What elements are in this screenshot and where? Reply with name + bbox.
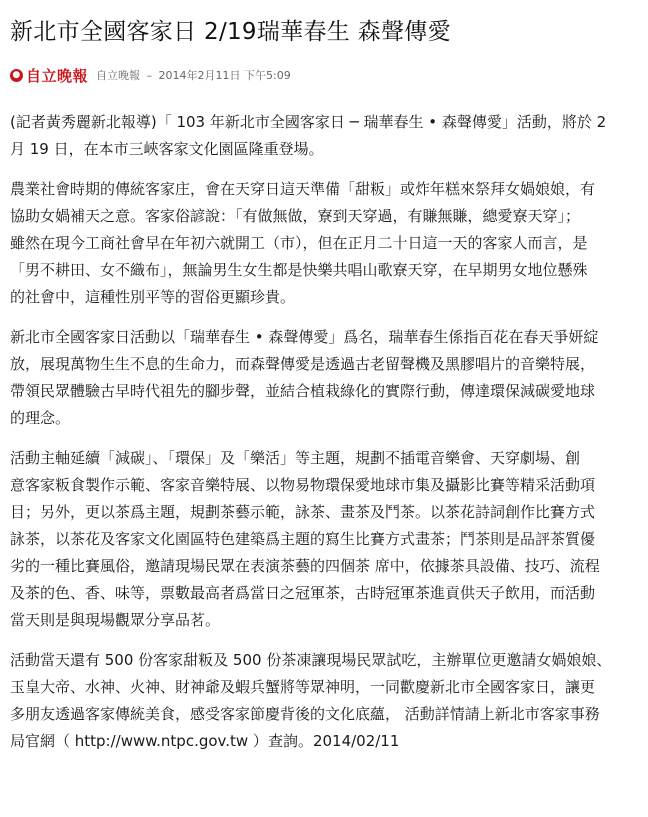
paragraph-line: 意客家粄食製作示範、客家音樂特展、以物易物環保愛地球市集及攝影比賽等精采活動項 [10,476,596,494]
paragraph-line: 放，展現萬物生生不息的生命力，而森聲傳愛是透過古老留聲機及黑膠唱片的音樂特展， [10,355,596,373]
paragraph-line: 多朋友透過客家傳統美食，感受客家節慶背後的文化底蘊， 活動詳情請上新北市客家事務 [10,705,600,723]
source-name[interactable]: 自立晚報 [96,69,141,82]
paragraph-line: 目；另外，更以茶爲主題，規劃茶藝示範，詠茶、畫茶及鬥茶。以茶花詩詞創作比賽方式 [10,503,596,521]
paragraph-line: 的社會中，這種性別平等的習俗更顯珍貴。 [10,288,296,306]
article-paragraph [10,109,636,163]
article-byline [10,66,636,84]
paragraph-line: 月 19 日，在本市三峽客家文化園區隆重登場。 [10,140,324,158]
paragraph-line: 詠茶，以茶花及客家文化園區特色建築爲主題的寫生比賽方式畫茶；鬥茶則是品評茶質優 [10,530,596,548]
article-paragraph [10,176,636,311]
source-logo[interactable] [10,65,88,86]
article-headline: 新北市全國客家日 2/19瑞華春生 森聲傳愛 [10,19,451,45]
paragraph-line: 劣的一種比賽風俗，邀請現場民眾在表演茶藝的四個茶 席中，依據茶具設備、技巧、流程 [10,557,600,575]
source-logo-mark-icon: ● [10,69,23,82]
paragraph-line: 活動主軸延續「減碳」、「環保」及「樂活」等主題，規劃不插電音樂會、天穿劇場、創 [10,449,581,467]
paragraph-line: 當天則是與現場觀眾分享品茗。 [10,611,221,629]
article-paragraph [10,647,636,755]
paragraph-line: 局官網（ http://www.ntpc.gov.tw ）查詢。2014/02/11 [10,732,400,750]
paragraph-line: 的理念。 [10,409,71,427]
paragraph-line: 新北市全國客家日活動以「瑞華春生 • 森聲傳愛」爲名，瑞華春生係指百花在春天爭妍綻 [10,328,599,346]
paragraph-line: 「男不耕田、女不織布」，無論男生女生都是快樂共唱山歌寮天穿，在早期男女地位懸殊 [10,261,588,279]
paragraph-line: 協助女媧補天之意。客家俗諺說：「有做無做，寮到天穿過，有賺無賺，總愛寮天穿」； [10,207,581,225]
paragraph-line: 帶領民眾體驗古早時代祖先的腳步聲，並結合植栽綠化的實際行動，傳達環保減碳愛地球 [10,382,596,400]
date-separator: – [146,69,153,82]
publish-date: 2014年2月11日 [158,69,241,82]
paragraph-line: 農業社會時期的傳統客家庄，會在天穿日這天準備「甜粄」或炸年糕來祭拜女媧娘娘，有 [10,180,596,198]
article-body [10,109,636,755]
paragraph-line: 雖然在現今工商社會早在年初六就開工（市），但在正月二十日這一天的客家人而言，是 [10,234,588,252]
article-meta [96,67,291,83]
article-paragraph [10,445,636,634]
article-paragraph [10,324,636,432]
paragraph-line: 玉皇大帝、水神、火神、財神爺及蝦兵蟹將等眾神明，一同歡慶新北市全國客家日，讓更 [10,678,596,696]
paragraph-line: 活動當天還有 500 份客家甜粄及 500 份茶凍讓現場民眾試吃，主辦單位更邀請女媧娘娘、 [10,651,612,669]
paragraph-line: 及茶的色、香、味等，票數最高者爲當日之冠軍茶，古時冠軍茶進貢供天子飲用，而活動 [10,584,596,602]
source-logo-text: 自立晚報 [26,66,89,85]
paragraph-line: (記者黃秀麗新北報導)「 103 年新北市全國客家日 ─ 瑞華春生 • 森聲傳愛」活動，將於 2 [10,113,607,131]
publish-time: 下午5:09 [244,69,291,82]
